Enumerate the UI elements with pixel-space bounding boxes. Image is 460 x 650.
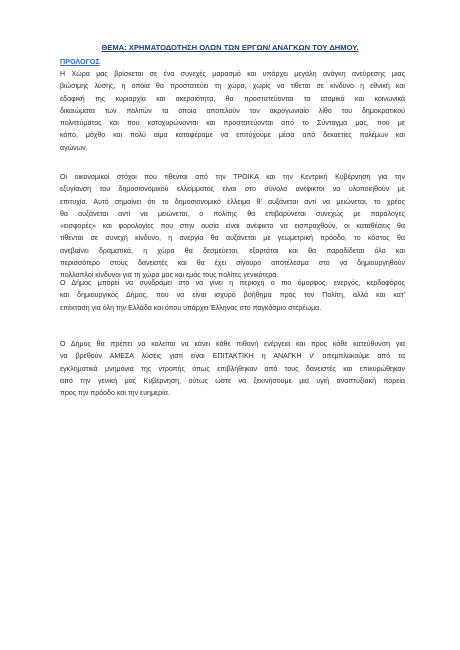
paragraph-3 bbox=[60, 278, 405, 315]
paragraph-line: Ο Δήμος μπορεί να συνδράμει στο να γίνει η περιοχή ο πιο όμορφος, ενεργός, κερδοφόρος bbox=[60, 280, 405, 287]
paragraph-line: Οι οικονομικοί στόχοι που τίθενται από την ΤΡΟΙΚΑ και την Κεντρική Κυβέρνηση για την bbox=[60, 174, 405, 181]
paragraph-line: και δημιουργικός Δήμος, που να είναι ισχυρό βοήθημα προς τον Πολίτη, αλλά και κατ' bbox=[60, 292, 405, 300]
paragraph-1 bbox=[60, 69, 405, 155]
section-heading: ΠΡΟΛΟΓΟΣ bbox=[60, 57, 100, 66]
document-title: ΘΕΜΑ: ΧΡΗΜΑΤΟΔΟΤΗΣΗ ΟΛΩΝ ΤΩΝ ΕΡΓΩΝ/ ΑΝΑΓΚΩΝ ΤΟΥ ΔΗΜΟΥ. bbox=[101, 43, 359, 52]
paragraph-line: δικαιώματα των πολιτών τα οποία αποτελούν τον ακρογωνιαίο λίθο του δημοκρατικού bbox=[60, 107, 405, 115]
paragraph-line: βιώσιμης λύσης, η οποία θα προστατεύει τη χώρα, χωρίς να τίθεται σε κίνδυνο η εθνική και bbox=[60, 83, 405, 91]
paragraph-line: εδαφική της κυριαρχία και ακεραιότητα, θα προστατεύονται τα ατομικά και κοινωνικά bbox=[60, 95, 405, 103]
paragraph-line: εγκληματικά μνημόνια της ντροπής όπως επιβλήθηκαν από τους δανειστές και επικυρώθηκαν bbox=[60, 365, 405, 373]
paragraph-line: προς την πρόοδο και την ευημερία. bbox=[60, 390, 170, 398]
paragraph-line: κόπο, μόχθο και πολύ αίμα καταφέραμε να επιτύχουμε μέσα από δεκαετίες πολέμων και bbox=[60, 132, 405, 140]
paragraph-line: να βρεθούν ΑΜΕΣΑ λύσεις γιατί είναι ΕΠΙΤΑΚΤΙΚΗ η ΑΝΑΓΚΗ ν' απεμπλακούμε από τα bbox=[60, 353, 405, 361]
paragraph-line: επέκταση για όλη την Ελλάδα και όπου υπάρχει Έλληνας στο παγκόσμιο στερέωμα. bbox=[60, 304, 322, 312]
paragraph-line: θα αυξάνεται αντί να μειώνεται, ο πολίτης θα επιβαρύνεται συνεχώς με παράλογες bbox=[60, 210, 405, 218]
paragraph-line: αγώνων, bbox=[60, 144, 88, 152]
paragraph-4 bbox=[60, 339, 405, 400]
paragraph-line: πολλαπλοί κίνδυνοι για τη χώρα μας και εμάς τους πολίτες γενικότερα. bbox=[60, 272, 279, 280]
paragraph-line: Ο Δήμος θα πρέπει να καλείται να κάνει κάθε πιθανή ενέργεια και προς κάθε κατεύθυνση για bbox=[60, 341, 405, 348]
paragraph-line: εξυγίανση του δημοσιονομικού ελλείμματος είναι στο σύνολο ανέφικτοι να υλοποιηθούν με bbox=[60, 186, 405, 194]
paragraph-line: ανεβαίνει δραματικά, η χώρα θα δεσμεύεται, εξαρτάται και θα παραδίδεται όλο και bbox=[60, 247, 405, 255]
paragraph-line: από την γενική μας Κυβέρνηση, ούτως ώστε να ξεκινήσουμε μια υγιή αναπτυξιακή πορεία bbox=[60, 377, 405, 385]
paragraph-line: περισσότερο στους δανειστές και θα έχει σίγουρο αποτέλεσμα στο να δημιουργηθούν bbox=[60, 260, 405, 268]
paragraph-line: Η Χώρα μας βρίσκεται σε ένα συνεχές μαρασμό και υπάρχει μεγάλη ανάγκη ανεύρεσης μιας bbox=[60, 71, 405, 78]
paragraph-line: επιτυχία. Αυτό σημαίνει ότι το δημοσιονομικό έλλειμα θ' αυξάνεται αντί να μειώνεται, το χρέος bbox=[60, 198, 405, 206]
paragraph-line: πολιτεύματος και που κατοχυρώνονται και προστατεύονται από το Σύνταγμα μας, που με bbox=[60, 120, 405, 128]
paragraph-line: «εισφορές» και φορολογίες που στην ουσία είναι ανέφικτο να εισπραχθούν, οι καταθέσεις θα bbox=[60, 223, 405, 231]
paragraph-line: τίθενται σε συνεχή κίνδυνο, η ανεργία θα αυξάνεται με γεωμετρική πρόοδο, το κόστος θα bbox=[60, 235, 405, 243]
paragraph-2 bbox=[60, 172, 405, 283]
